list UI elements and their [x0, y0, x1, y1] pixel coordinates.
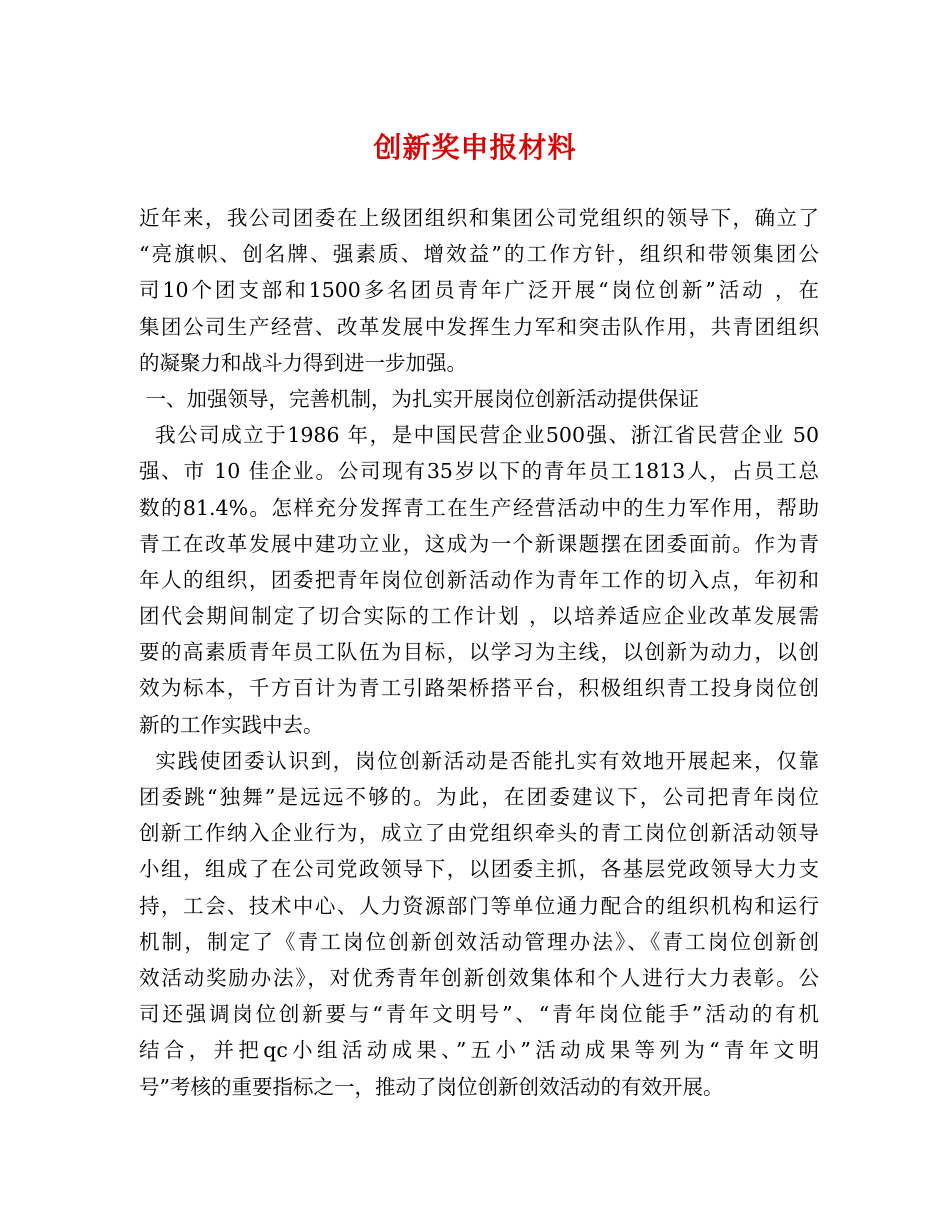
text-line: 结合，并把qc小组活动成果、”五小”活动成果等列为“青年文明 [139, 1038, 819, 1063]
paragraph-company [139, 417, 819, 743]
text-line: 效为标本，千方百计为青工引路架桥搭平台，积极组织青工投身岗位创 [139, 676, 819, 701]
text-line: 司10个团支部和1500多名团员青年广泛开展“岗位创新”活动 ，在 [139, 278, 819, 303]
text-line: 近年来，我公司团委在上级团组织和集团公司党组织的领导下，确立了 [139, 206, 819, 230]
document-title: 创新奖申报材料 [373, 131, 577, 164]
text-line: 创新工作纳入企业行为，成立了由党组织牵头的青工岗位创新活动领导 [139, 821, 819, 846]
text-line: “亮旗帜、创名牌、强素质、增效益”的工作方针，组织和带领集团公 [139, 242, 819, 267]
text-line: 的凝聚力和战斗力得到进一步加强。 [139, 350, 467, 375]
text-line: 实践使团委认识到，岗位创新活动是否能扎实有效地开展起来，仅靠 [139, 748, 819, 773]
paragraph-intro [139, 200, 819, 381]
text-line: 机制，制定了《青工岗位创新创效活动管理办法》、《青工岗位创新创 [139, 929, 819, 954]
text-line: 集团公司生产经营、改革发展中发挥生力军和突击队作用，共青团组织 [139, 314, 819, 339]
text-line: 青工在改革发展中建功立业，这成为一个新课题摆在团委面前。作为青 [139, 531, 819, 556]
text-line: 效活动奖励办法》，对优秀青年创新创效集体和个人进行大力表彰。公 [139, 965, 819, 990]
text-line: 年人的组织，团委把青年岗位创新活动作为青年工作的切入点，年初和 [139, 567, 819, 592]
text-line: 司还强调岗位创新要与“青年文明号”、“青年岗位能手”活动的有机 [139, 1002, 819, 1027]
section-heading [139, 381, 819, 417]
section-heading-text: 一、加强领导，完善机制，为扎实开展岗位创新活动提供保证 [139, 386, 700, 411]
text-line: 强、市 10 佳企业。公司现有35岁以下的青年员工1813人，占员工总 [139, 459, 819, 484]
text-line: 新的工作实践中去。 [139, 712, 324, 737]
text-line: 要的高素质青年员工队伍为目标，以学习为主线，以创新为动力，以创 [139, 640, 819, 665]
paragraph-practice [139, 743, 819, 1105]
text-line: 团代会期间制定了切合实际的工作计划 ，以培养适应企业改革发展需 [139, 604, 819, 629]
text-line: 团委跳“独舞”是远远不够的。为此，在团委建议下，公司把青年岗位 [139, 785, 819, 809]
text-line: 号”考核的重要指标之一，推动了岗位创新创效活动的有效开展。 [139, 1074, 724, 1099]
document-body [139, 200, 819, 1105]
text-line: 持，工会、技术中心、人力资源部门等单位通力配合的组织机构和运行 [139, 893, 819, 918]
text-line: 数的81.4%。怎样充分发挥青工在生产经营活动中的生力军作用，帮助 [139, 495, 819, 520]
text-line: 我公司成立于1986 年，是中国民营企业500强、浙江省民营企业 50 [139, 423, 819, 448]
text-line: 小组，组成了在公司党政领导下，以团委主抓，各基层党政领导大力支 [139, 857, 819, 882]
